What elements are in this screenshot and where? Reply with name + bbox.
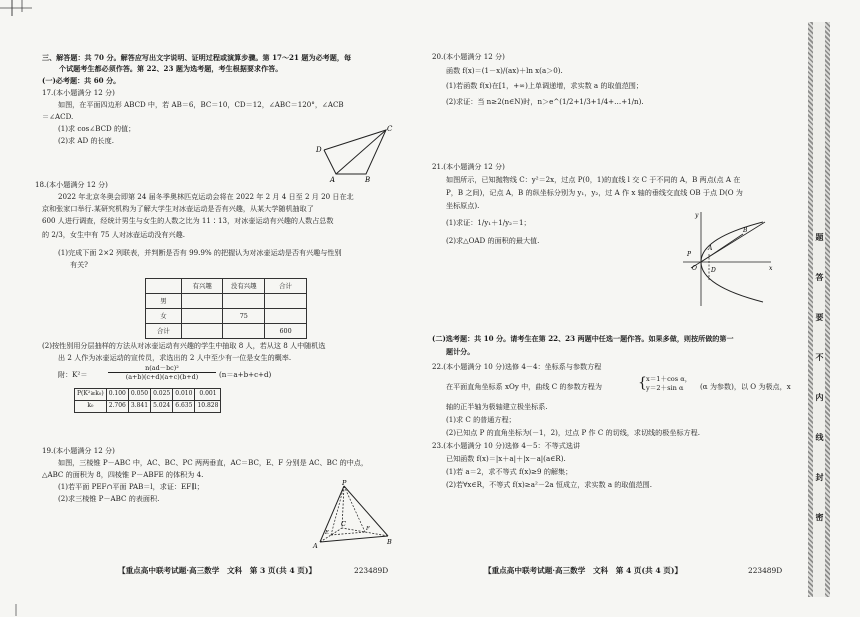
q19-label-b: B	[387, 538, 392, 546]
q18-part2-line2: 出 2 人作为冰壶运动的宣传员，求选出的 2 人中至少有一位是女生的概率.	[58, 353, 292, 362]
q18-part1-line1: (1)完成下面 2×2 列联表，并判断是否有 99.9% 的把握认为对冰壶运动是否有兴趣与性别	[58, 248, 342, 257]
q21-part1: (1)求证：1/y₁＋1/y₂＝1；	[446, 218, 531, 227]
q17-stem-line1: 如图，在平面四边形 ABCD 中，若 AB＝6，BC＝10，CD＝12，∠ABC＝120°，∠ACB	[58, 100, 344, 109]
q20-part2: (2)求证：当 n≥2(n∈N)时，n＞e^(1/2+1/3+1/4+…+1/n).	[446, 97, 644, 106]
k2-formula-numerator: n(ad－bc)²	[108, 364, 216, 373]
q17-label-b: B	[365, 176, 371, 184]
q22-stem-line1b: (α 为参数)，以 O 为极点，x	[700, 382, 791, 391]
q22-param-eq-x: x＝1＋cos α，	[646, 375, 692, 383]
required-questions-heading: (一)必考题：共 60 分。	[42, 76, 121, 85]
q21-label-p: P	[687, 251, 692, 258]
q21-label-y: y	[695, 212, 699, 219]
k2-formula-tail: (n＝a+b+c+d)	[219, 370, 272, 379]
table-cell: 0.025	[151, 389, 173, 401]
q18-stem-line4: 的 2/3，女生中有 75 人对冰壶运动没有兴趣.	[42, 230, 185, 239]
q21-part2: (2)求△OAD 的面积的最大值.	[446, 236, 540, 245]
page-4-footer: 【重点高中联考试题·高三数学 文科 第 4 页(共 4 页)】	[484, 566, 683, 575]
q17-stem-line2: ＝∠ACD.	[42, 112, 74, 121]
table-cell: 600	[265, 324, 307, 339]
q18-part1-line2: 有关?	[70, 260, 88, 269]
k2-critical-value-table	[74, 388, 221, 413]
q19-stem-line1: 如图，三棱锥 P－ABC 中，AC、BC、PC 两两垂直，AC＝BC，E、F 分别是 AC、BC 的中点，	[58, 458, 368, 467]
q23-header: 23.(本小题满分 10 分)选修 4－5：不等式选讲	[432, 441, 581, 450]
seal-char: 线	[815, 432, 824, 442]
table-cell	[265, 309, 307, 324]
q21-label-x: x	[769, 265, 773, 272]
q19-pyramid-figure	[312, 478, 394, 550]
q19-label-c: C	[341, 520, 346, 528]
table-cell	[181, 324, 223, 339]
q19-part1: (1)若平面 PEF∩平面 PAB＝l，求证：EF∥l；	[58, 482, 204, 491]
q19-part2: (2)求三棱锥 P－ABC 的表面积.	[58, 494, 160, 503]
optional-section-heading: (二)选考题：共 10 分。请考生在第 22、23 两题中任选一题作答。如果多做，则按所做的第一	[432, 334, 734, 343]
q23-part1: (1)若 a＝2，求不等式 f(x)≥9 的解集；	[446, 467, 573, 476]
seal-char: 答	[815, 272, 824, 282]
table-header-cell	[146, 279, 182, 294]
table-cell: 2.706	[106, 401, 128, 413]
q19-label-f: F	[366, 526, 370, 532]
q19-label-e: E	[325, 530, 330, 536]
q22-stem-line2: 轴的正半轴为极轴建立极坐标系.	[446, 402, 548, 411]
q18-part2-line1: (2)按性别用分层抽样的方法从对冰壶运动有兴趣的学生中抽取 8 人，若从这 8 人中随机选	[42, 341, 326, 350]
section-3-instructions: 个试题考生都必须作答。第 22、23 题为选考题，考生根据要求作答。	[59, 64, 283, 73]
page-3-footer: 【重点高中联考试题·高三数学 文科 第 3 页(共 4 页)】	[118, 566, 317, 575]
q21-stem-line3: 坐标原点).	[446, 201, 480, 210]
seal-char: 题	[815, 232, 824, 242]
page-3-code: 223489D	[354, 566, 389, 575]
page-4	[430, 0, 860, 617]
seal-char: 内	[815, 392, 824, 402]
table-cell: 0.001	[195, 389, 221, 401]
table-cell: 6.635	[173, 401, 195, 413]
q20-header: 20.(本小题满分 12 分)	[432, 52, 505, 61]
table-row	[75, 389, 221, 401]
q18-stem-line1: 2022 年北京冬奥会即第 24 届冬季奥林匹克运动会将在 2022 年 2 月 4 日至 2 月 20 日在北	[58, 192, 354, 201]
table-cell: k₀	[75, 401, 107, 413]
q18-stem-line2: 京和张家口举行.某研究机构为了解大学生对冰壶运动是否有兴趣，从某大学随机抽取了	[42, 204, 314, 213]
section-3-heading: 三、解答题：共 70 分。解答应写出文字说明、证明过程或演算步骤。第 17～21 题为必考题，每	[42, 53, 352, 62]
q21-header: 21.(本小题满分 12 分)	[432, 162, 505, 171]
q20-part1: (1)若函数 f(x)在[1，+∞)上单调递增，求实数 a 的取值范围；	[446, 81, 643, 90]
q19-header: 19.(本小题满分 12 分)	[42, 446, 115, 455]
table-row	[146, 294, 307, 309]
table-header-cell: 合计	[265, 279, 307, 294]
table-row	[146, 309, 307, 324]
seal-char: 要	[815, 312, 824, 322]
q17-label-c: C	[387, 125, 393, 133]
q21-stem-line2: P，B 之间)，记点 A，B 的纵坐标分别为 y₁，y₂，过 A 作 x 轴的垂线交直线 OB 于点 D(O 为	[446, 188, 743, 197]
q22-part1: (1)求 C 的普通方程；	[446, 415, 516, 424]
q23-stem: 已知函数 f(x)＝|x＋a|＋|x－a|(a∈R).	[446, 454, 566, 463]
table-cell: 0.100	[106, 389, 128, 401]
table-cell	[223, 324, 265, 339]
optional-section-instructions: 题计分。	[446, 347, 475, 356]
table-cell: 女	[146, 309, 182, 324]
q17-part2: (2)求 AD 的长度.	[58, 136, 114, 145]
seal-char: 不	[815, 352, 824, 362]
table-cell	[181, 294, 223, 309]
q19-label-a: A	[313, 542, 318, 550]
q21-label-o: O	[692, 265, 697, 272]
seal-char: 密	[815, 512, 824, 522]
q19-label-p: P	[342, 479, 347, 487]
table-cell	[223, 294, 265, 309]
q22-header: 22.(本小题满分 10 分)选修 4－4：坐标系与参数方程	[432, 362, 602, 371]
q17-label-a: A	[330, 176, 336, 184]
q21-stem-line1: 如图所示，已知抛物线 C：y²＝2x，过点 P(0，1)的直线 l 交 C 于不同的 A，B 两点(点 A 在	[446, 175, 741, 184]
table-cell: 10.828	[195, 401, 221, 413]
seal-line-inner	[813, 22, 825, 597]
q17-part1: (1)求 cos∠BCD 的值；	[58, 124, 136, 133]
table-header-cell: 没有兴趣	[223, 279, 265, 294]
q20-stem: 函数 f(x)＝(1－x)/(ax)＋ln x(a＞0).	[446, 66, 563, 75]
seal-char: 封	[815, 472, 824, 482]
q18-header: 18.(本小题满分 12 分)	[35, 180, 108, 189]
seal-line-strip	[808, 22, 830, 597]
table-cell: 0.010	[173, 389, 195, 401]
table-row	[75, 401, 221, 413]
table-cell: 75	[223, 309, 265, 324]
q19-stem-line2: △ABC 的面积为 8，四棱锥 P－ABFE 的体积为 4.	[42, 470, 204, 479]
table-row	[146, 324, 307, 339]
table-row	[146, 279, 307, 294]
table-cell: 合计	[146, 324, 182, 339]
q23-part2: (2)若∀x∈R，不等式 f(x)≥a²－2a 恒成立，求实数 a 的取值范围.	[446, 480, 653, 489]
q22-stem-line1a: 在平面直角坐标系 xOy 中，曲线 C 的参数方程为	[446, 382, 602, 391]
table-cell: 3.841	[128, 401, 150, 413]
table-cell	[181, 309, 223, 324]
q17-header: 17.(本小题满分 12 分)	[42, 88, 115, 97]
q21-label-d: D	[711, 267, 716, 274]
table-cell: P(K²≥k₀)	[75, 389, 107, 401]
table-cell: 5.024	[151, 401, 173, 413]
q18-contingency-table	[145, 278, 307, 339]
q18-stem-line3: 600 人进行调查，经统计男生与女生的人数之比为 11∶13，对冰壶运动有兴趣的人数占总数	[42, 216, 334, 225]
q22-param-eq-y: y＝2＋sin α	[646, 384, 684, 392]
k2-formula-denominator: (a+b)(c+d)(a+c)(b+d)	[125, 373, 199, 381]
table-cell	[265, 294, 307, 309]
table-header-cell: 有兴趣	[181, 279, 223, 294]
page-4-code: 223489D	[748, 566, 783, 575]
q21-label-a: A	[708, 245, 713, 252]
table-cell: 男	[146, 294, 182, 309]
q21-parabola-figure	[677, 208, 777, 310]
table-cell: 0.050	[128, 389, 150, 401]
q17-label-d: D	[316, 146, 322, 154]
q17-quadrilateral-figure	[310, 122, 394, 184]
q22-part2: (2)已知点 P 的直角坐标为(－1，2)，过点 P 作 C 的切线，求切线的极坐标方程.	[446, 428, 700, 437]
q22-brace: {	[638, 375, 647, 391]
q21-label-b: B	[743, 227, 748, 234]
k2-formula-label: 附：K²＝	[58, 370, 88, 379]
